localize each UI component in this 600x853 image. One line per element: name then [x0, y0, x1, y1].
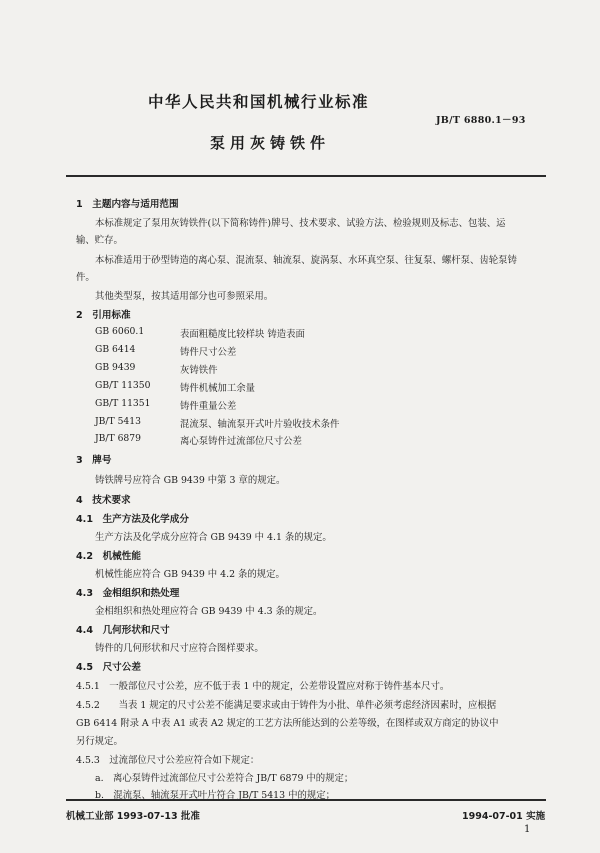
- section-1-para-1-line-2: 输、贮存。: [76, 235, 123, 246]
- clause-item-b: b. 混流泵、轴流泵开式叶片符合 JB/T 5413 中的规定；: [95, 790, 335, 801]
- section-1-para-3: 其他类型泵，按其适用部分也可参照采用。: [95, 291, 274, 302]
- footer-rule: [66, 799, 546, 801]
- clause-4-5-2-line-3: 另行规定。: [76, 736, 123, 747]
- ref-title: 离心泵铸件过流部位尺寸公差: [180, 436, 302, 447]
- ref-code: GB 6060.1: [95, 326, 145, 337]
- clause-item-a: a. 离心泵铸件过流部位尺寸公差符合 JB/T 6879 中的规定；: [95, 773, 354, 784]
- section-4-4-para: 铸件的几何形状和尺寸应符合图样要求。: [95, 643, 264, 654]
- document-title: 泵用灰铸铁件: [210, 134, 331, 152]
- ref-title: 混流泵、轴流泵开式叶片验收技术条件: [180, 419, 340, 430]
- ref-title: 灰铸铁件: [180, 365, 218, 376]
- section-4-1-para: 生产方法及化学成分应符合 GB 9439 中 4.1 条的规定。: [95, 532, 332, 543]
- ref-code: JB/T 6879: [95, 433, 141, 444]
- section-1-para-2-line-2: 件。: [76, 272, 95, 283]
- clause-4-5-2-line-2: GB 6414 附录 A 中表 A1 或表 A2 规定的工艺方法所能达到的公差等级，在图样或双方商定的协议中: [76, 718, 499, 729]
- section-2-heading: 2 引用标准: [76, 310, 131, 321]
- ref-code: GB 9439: [95, 362, 136, 373]
- section-4-1-heading: 4.1 生产方法及化学成分: [76, 514, 189, 525]
- approval-date: 机械工业部 1993-07-13 批准: [66, 811, 200, 822]
- standard-code: JB/T 6880.1－93: [436, 115, 526, 126]
- ref-title: 铸件重量公差: [180, 401, 237, 412]
- ref-code: GB 6414: [95, 344, 136, 355]
- section-4-3-heading: 4.3 金相组织和热处理: [76, 588, 180, 599]
- section-4-5-heading: 4.5 尺寸公差: [76, 662, 141, 673]
- ref-title: 铸件尺寸公差: [180, 347, 237, 358]
- section-1-heading: 1 主题内容与适用范围: [76, 199, 179, 210]
- clause-4-5-1: 4.5.1 一般部位尺寸公差，应不低于表 1 中的规定，公差带设置应对称于铸件基本尺寸。: [76, 681, 450, 692]
- issuing-organization: 中华人民共和国机械行业标准: [148, 93, 370, 111]
- ref-title: 铸件机械加工余量: [180, 383, 256, 394]
- effective-date: 1994-07-01 实施: [462, 811, 546, 822]
- section-1-para-1-line-1: 本标准规定了泵用灰铸铁件(以下简称铸件)牌号、技术要求、试验方法、检验规则及标志、包装、运: [95, 218, 506, 229]
- section-1-para-2-line-1: 本标准适用于砂型铸造的离心泵、混流泵、轴流泵、旋涡泵、水环真空泵、往复泵、螺杆泵、齿轮泵铸: [95, 255, 517, 266]
- clause-4-5-3: 4.5.3 过流部位尺寸公差应符合如下规定：: [76, 755, 260, 766]
- section-4-3-para: 金相组织和热处理应符合 GB 9439 中 4.3 条的规定。: [95, 606, 323, 617]
- section-3-para: 铸铁牌号应符合 GB 9439 中第 3 章的规定。: [95, 475, 286, 486]
- section-3-heading: 3 牌号: [76, 455, 112, 466]
- clause-4-5-2-line-1: 4.5.2 当表 1 规定的尺寸公差不能满足要求或由于铸件为小批、单件必须考虑经济因素时，应根据: [76, 700, 497, 711]
- ref-code: JB/T 5413: [95, 416, 141, 427]
- ref-title: 表面粗糙度比较样块 铸造表面: [180, 329, 305, 340]
- page-number: 1: [524, 824, 531, 835]
- header-rule: [66, 175, 546, 177]
- ref-code: GB/T 11351: [95, 398, 151, 409]
- section-4-2-para: 机械性能应符合 GB 9439 中 4.2 条的规定。: [95, 569, 285, 580]
- section-4-2-heading: 4.2 机械性能: [76, 551, 141, 562]
- section-4-heading: 4 技术要求: [76, 495, 131, 506]
- section-4-4-heading: 4.4 几何形状和尺寸: [76, 625, 170, 636]
- ref-code: GB/T 11350: [95, 380, 151, 391]
